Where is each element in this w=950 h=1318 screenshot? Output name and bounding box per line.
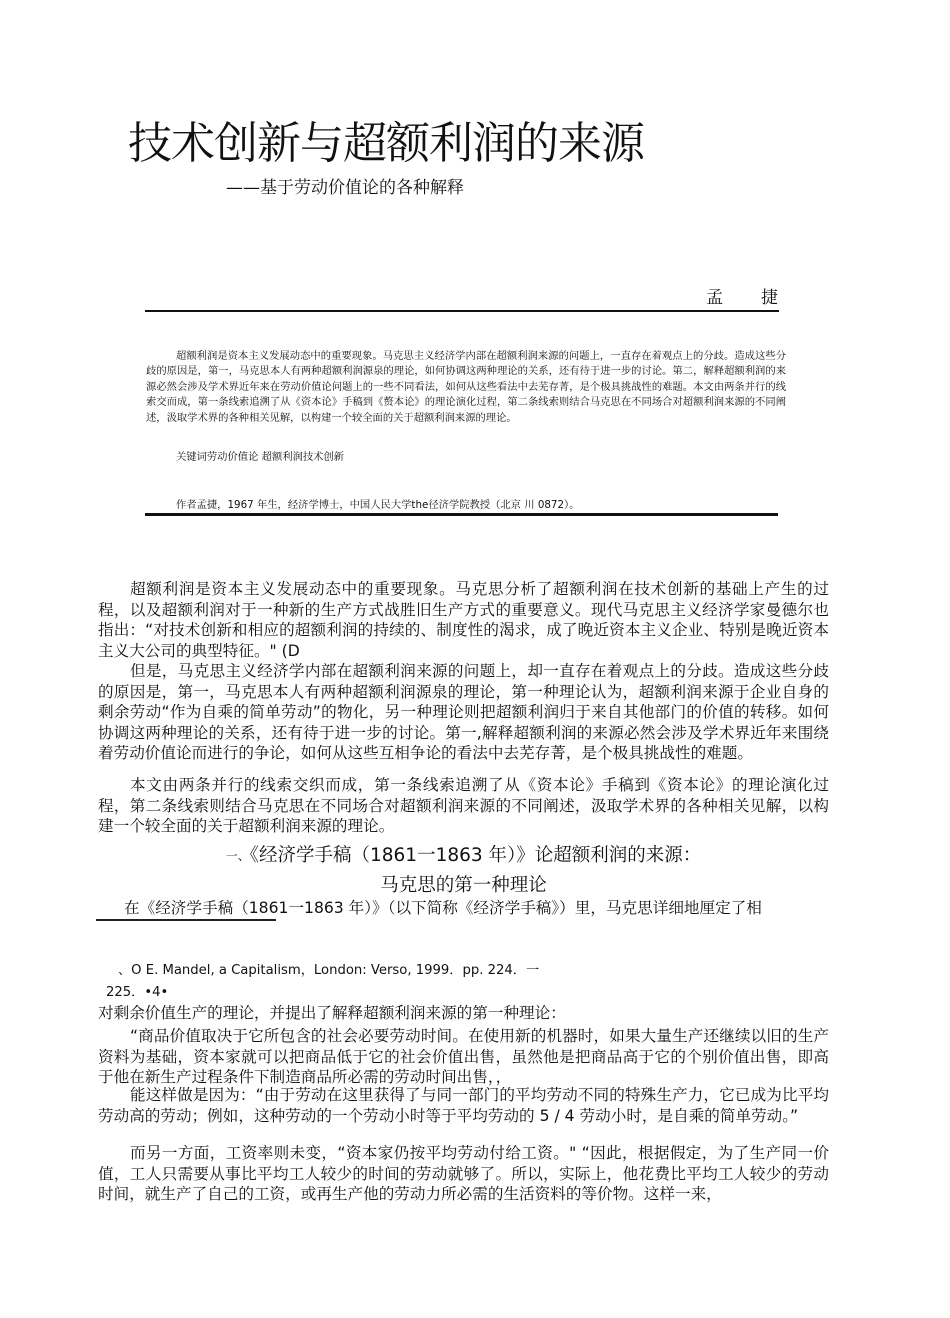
- section-heading-line-2: 马克思的第一种理论: [380, 875, 547, 896]
- section-number: 一、: [225, 849, 250, 863]
- abstract-text: 超额利润是资本主义发展动态中的重要现象。马克思主义经济学内部在超额利润来源的问题上，一直存在着观点上的分歧。造成这些分歧的原因是，第一，马克思本人有两种超额利润源泉的理论，如何协调这两种理论的关系，还有待于进一步的讨论。第二，解释超额利润的来源必然会涉及学术界近年来在劳动价值论问题上的一些不同看法，如何从这些看法中去芜存菁，是个极具挑战性的难题。本文由两条并行的线索交而成，第一条线索追溯了从《资本论》手稿到《赘本论》的理论演化过程，第二条线索则结合马克思在不同场合对超额利润来源的不同阐述，汲取学术界的各种相关见解，以构建一个较全面的关于超额利润来源的理论。: [146, 350, 786, 424]
- quote-paragraph-2: 能这样做是因为：“由于劳动在这里获得了与同一部门的平均劳动不同的特殊生产力，它已成为比平均劳动高的劳动；例如，这种劳动的一个劳动小时等于平均劳动的 5 / 4 劳动小时，是自乘的简单劳动。”: [98, 1086, 829, 1125]
- section-heading-line-1: 《经济学手稿（1861一1863 年）》论超额利润的来源：: [249, 845, 702, 866]
- keywords: 关键词劳动价值论 超额利润技术创新: [176, 451, 345, 463]
- section-first-line: 在《经济学手稿（1861一1863 年）》（以下简称《经济学手稿》）里，马克思详细地厘定了相: [124, 899, 762, 917]
- article-subtitle: ——基于劳动价值论的各种解释: [226, 178, 464, 198]
- footnote-line-1: 、O E. Mandel, a Capitalism，London: Verso, 1999．pp. 224．一: [118, 963, 540, 978]
- footnote-line-2: 225．•4•: [106, 985, 169, 1000]
- author-name: [706, 287, 778, 309]
- quote-paragraph-1: “商品价值取决于它所包含的社会必要劳动时间。在使用新的机器时，如果大量生产还继续以旧的生产资料为基础，资本家就可以把商品低于它的社会价值出售，虽然他是把商品高于它的个别价值出售，即高于他在新生产过程条件下制造商品所必需的劳动时间出售，，: [98, 1027, 829, 1087]
- author-surname: 孟: [706, 288, 723, 308]
- body-paragraph-1: 超额利润是资本主义发展动态中的重要现象。马克思分析了超额利润在技术创新的基础上产生的过程，以及超额利润对于一种新的生产方式战胜旧生产方式的重要意义。现代马克思主义经济学家曼德尔也指出：“对技术创新和相应的超额利润的持续的、制度性的渴求，成了晚近资本主义企业、特别是晚近资本主义大公司的典型特征。" (D: [98, 580, 829, 660]
- continued-paragraph-1: 对剩余价值生产的理论，并提出了解释超额利润来源的第一种理论：: [98, 1004, 566, 1022]
- author-given-name: 捷: [761, 288, 778, 308]
- abstract-divider: [145, 513, 778, 516]
- header-divider: [145, 310, 779, 312]
- quote-paragraph-3: 而另一方面，工资率则未变，“资本家仍按平均劳动付给工资。" “因此，根据假定，为了生产同一价值，工人只需要从事比平均工人较少的时间的劳动就够了。所以，实际上，他花费比平均工人较少的劳动时间，就生产了自己的工资，或再生产他的劳动力所必需的生活资料的等价物。这样一来，: [98, 1144, 829, 1204]
- body-paragraph-2: 但是，马克思主义经济学内部在超额利润来源的问题上，却一直存在着观点上的分歧。造成这些分歧的原因是，第一，马克思本人有两种超额利润源泉的理论，第一种理论认为，超额利润来源于企业自身的剩余劳动“作为自乘的简单劳动”的物化，另一种理论则把超额利润归于来自其他部门的价值的转移。如何协调这两种理论的关系，还有待于进一步的讨论。第一,解释超额利润的来源必然会涉及学术界近年来围绕着劳动价值论而进行的争论，如何从这些互相争论的看法中去芜存菁，是个极具挑战性的难题。: [98, 662, 829, 763]
- footnote-divider: [96, 919, 276, 921]
- body-paragraph-3: 本文由两条并行的线索交织而成，第一条线索追溯了从《资本论》手稿到《资本论》的理论演化过程，第二条线索则结合马克思在不同场合对超额利润来源的不同阐述，汲取学术界的各种相关见解，以构建一个较全面的关于超额利润来源的理论。: [98, 776, 829, 836]
- author-note: 作者孟捷，1967 年生，经济学博士，中国人民大学the径济学院教授（北京 川 0872）。: [176, 499, 580, 511]
- article-title: 技术创新与超额利润的来源: [128, 118, 644, 169]
- section-heading: [98, 841, 829, 901]
